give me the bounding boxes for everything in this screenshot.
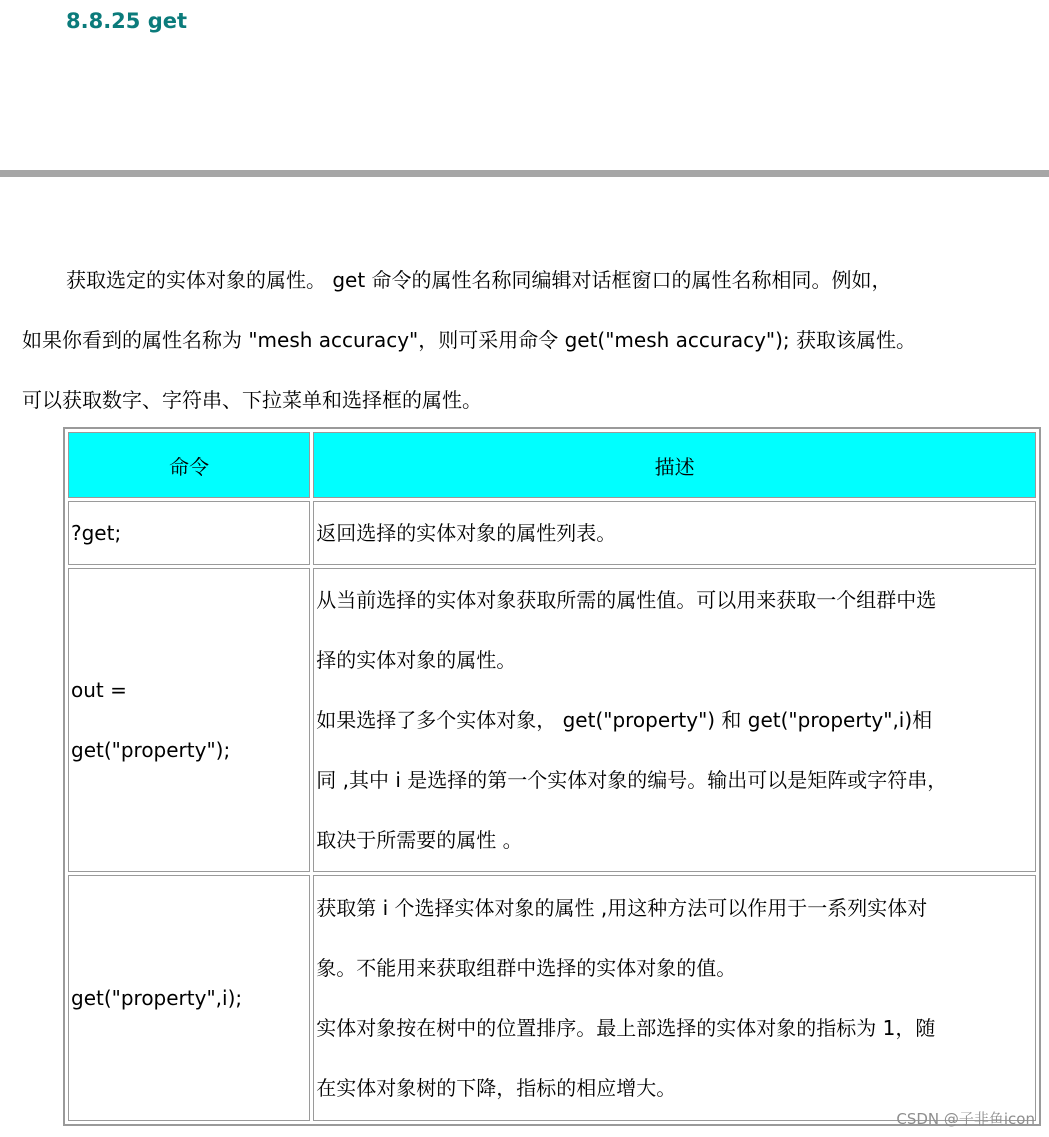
command-cell: [68, 875, 310, 1121]
description-line: 获取第 i 个选择实体对象的属性 ,用这种方法可以作用于一系列实体对: [316, 896, 928, 920]
command-cell: [68, 501, 310, 565]
watermark: CSDN @子非鱼icon: [896, 1110, 1035, 1128]
description-line: 返回选择的实体对象的属性列表。: [316, 521, 617, 545]
horizontal-rule: [0, 170, 1049, 177]
column-header-command: 命令: [68, 432, 310, 498]
table-row: [68, 568, 1036, 872]
description-line: 在实体对象树的下降，指标的相应增大。: [316, 1076, 677, 1100]
description-cell: [313, 501, 1036, 565]
command-line: out =: [71, 678, 127, 702]
description-line: 同 ,其中 i 是选择的第一个实体对象的编号。输出可以是矩阵或字符串，: [316, 768, 948, 792]
command-cell: [68, 568, 310, 872]
table-row: [68, 501, 1036, 565]
description-line: 取决于所需要的属性 。: [316, 828, 523, 852]
description-line: 象。不能用来获取组群中选择的实体对象的值。: [316, 956, 737, 980]
description-line: 择的实体对象的属性。: [316, 648, 517, 672]
table-row: [68, 875, 1036, 1121]
command-line: get("property");: [71, 738, 231, 762]
table-header-row: [68, 432, 1036, 498]
intro-paragraph: [22, 250, 1032, 430]
description-line: 如果选择了多个实体对象， get("property") 和 get("property",i)相: [316, 708, 933, 732]
description-cell: [313, 568, 1036, 872]
section-heading: 8.8.25 get: [66, 9, 188, 33]
description-line: 实体对象按在树中的位置排序。最上部选择的实体对象的指标为 1，随: [316, 1016, 936, 1040]
command-line: get("property",i);: [71, 986, 243, 1010]
command-line: ?get;: [71, 521, 122, 545]
command-table: [63, 427, 1041, 1126]
column-header-description: 描述: [313, 432, 1036, 498]
description-line: 从当前选择的实体对象获取所需的属性值。可以用来获取一个组群中选: [316, 588, 937, 612]
intro-line: 可以获取数字、字符串、下拉菜单和选择框的属性。: [22, 388, 482, 412]
intro-line: 如果你看到的属性名称为 "mesh accuracy"，则可采用命令 get("mesh accuracy"); 获取该属性。: [22, 328, 917, 352]
description-cell: [313, 875, 1036, 1121]
intro-line: 获取选定的实体对象的属性。 get 命令的属性名称同编辑对话框窗口的属性名称相同。例如，: [66, 268, 892, 292]
